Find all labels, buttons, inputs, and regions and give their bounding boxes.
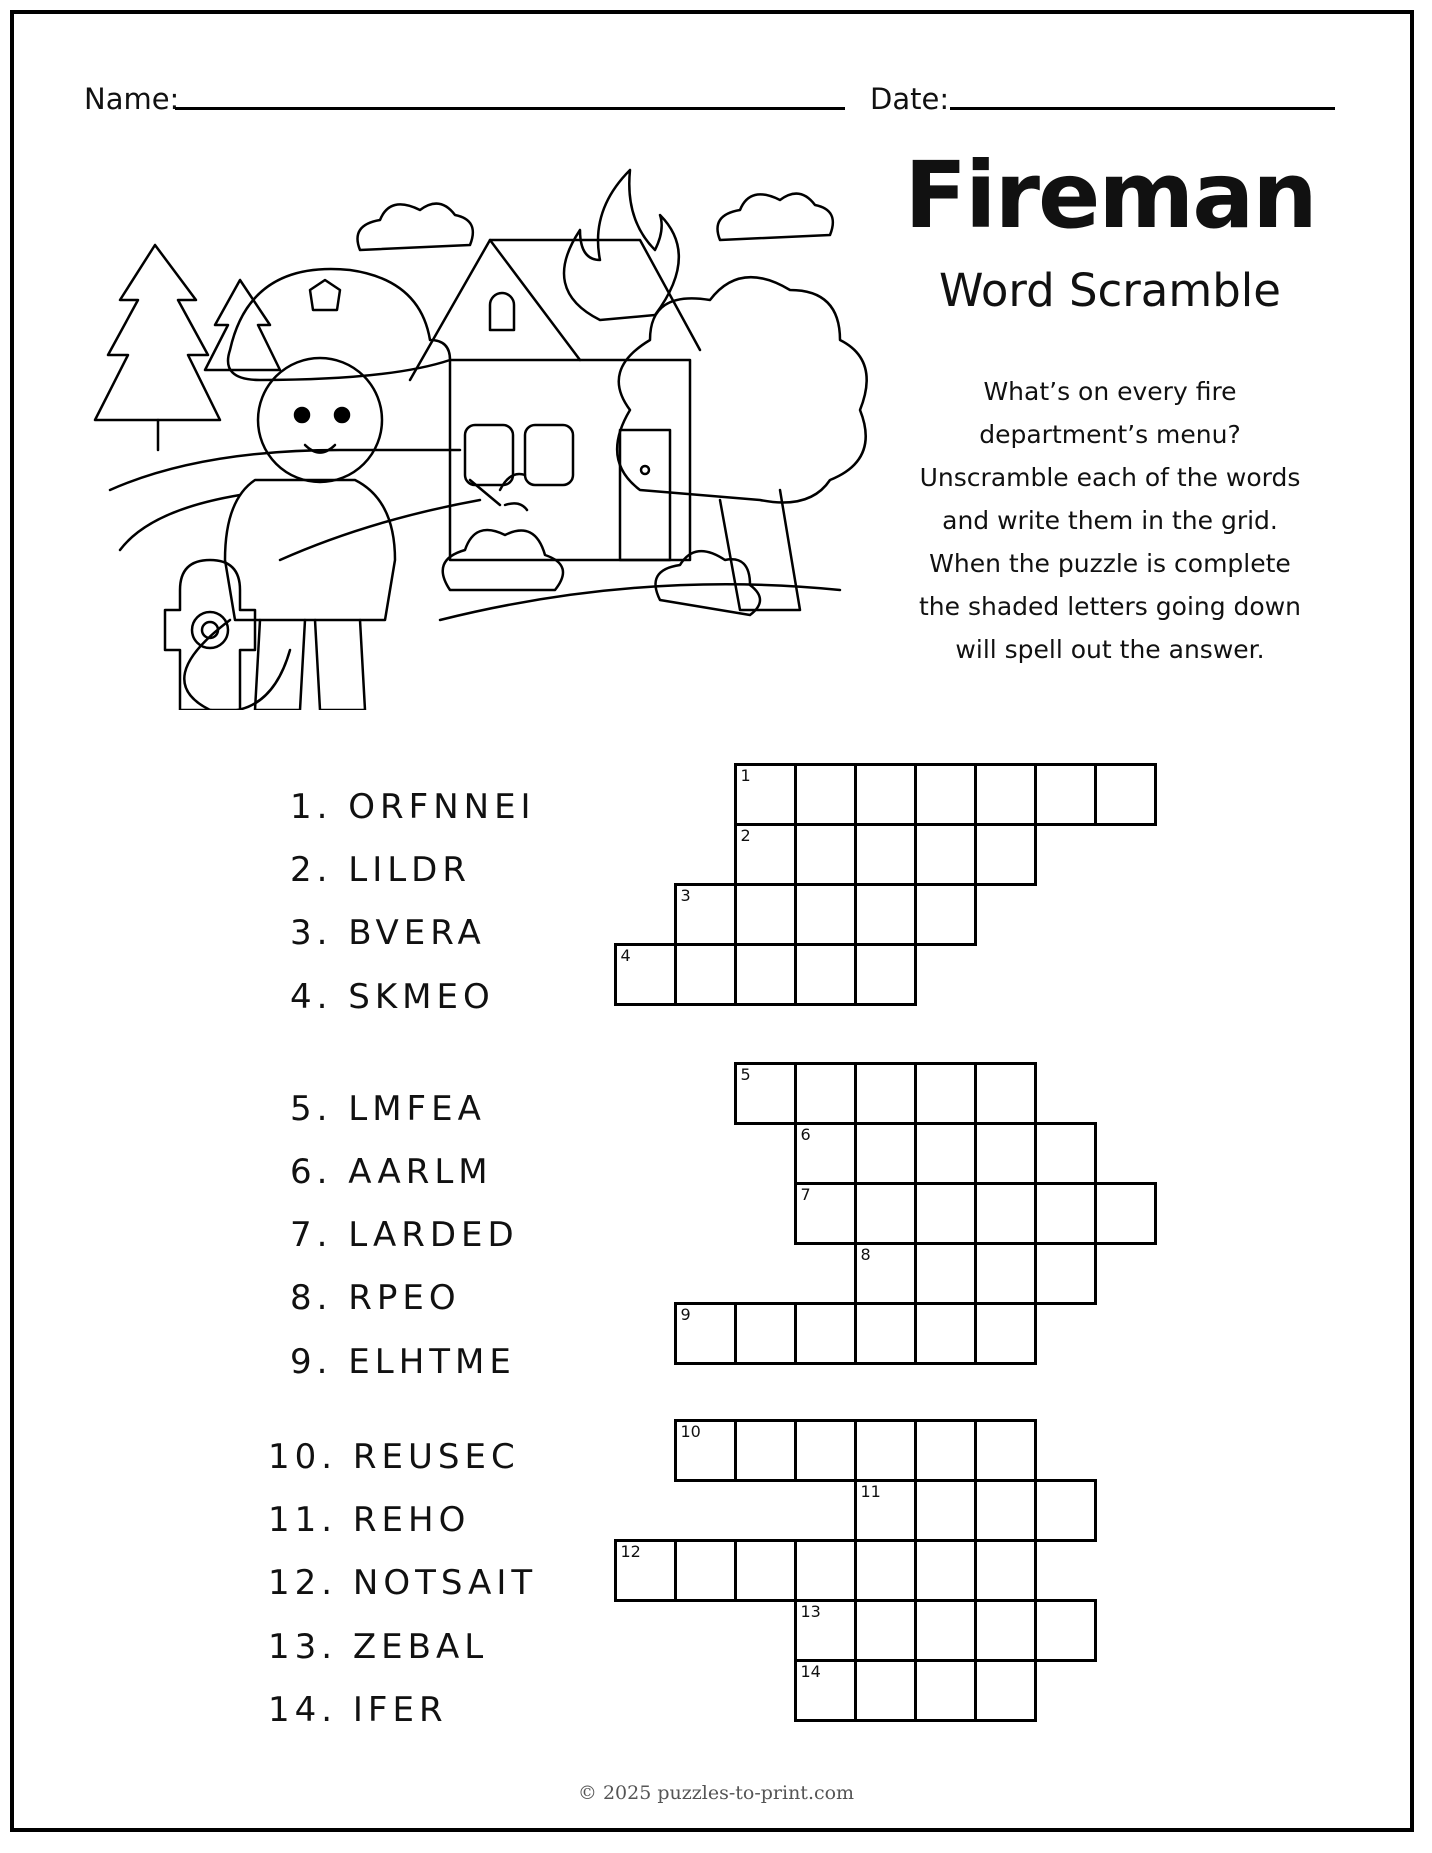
pine-tree (205, 280, 280, 370)
answer-cell[interactable] (794, 1539, 857, 1602)
scrambled-word: RPEO (348, 1278, 461, 1318)
hydrant-valve (192, 612, 228, 648)
answer-cell[interactable] (794, 1419, 857, 1482)
answer-cell[interactable] (914, 763, 977, 826)
clue-item (290, 787, 536, 827)
answer-cell[interactable] (794, 1302, 857, 1365)
pine-tree (95, 245, 220, 420)
answer-cell[interactable] (914, 1539, 977, 1602)
tree-trunk (720, 490, 800, 610)
answer-cell[interactable] (674, 1539, 737, 1602)
clue-number: 10. (268, 1437, 338, 1477)
eye (295, 408, 309, 422)
page-title: Fireman (904, 142, 1316, 249)
answer-cell[interactable] (974, 1659, 1037, 1722)
answer-cell[interactable] (734, 1302, 797, 1365)
clue-number: 11. (268, 1500, 338, 1540)
answer-cell[interactable] (974, 763, 1037, 826)
house-window-arch (490, 293, 514, 330)
answer-cell[interactable] (914, 1659, 977, 1722)
clue-item (290, 850, 471, 890)
instruction-line: When the puzzle is complete (929, 549, 1291, 578)
answer-cell[interactable] (914, 823, 977, 886)
clue-number: 2. (290, 850, 333, 890)
answer-cell[interactable] (854, 1599, 917, 1662)
scrambled-word: SKMEO (348, 977, 495, 1017)
clue-item (290, 977, 495, 1017)
cell-number: 1 (740, 765, 751, 785)
ground-path (120, 495, 240, 550)
clue-item (268, 1437, 520, 1477)
answer-cell[interactable] (734, 763, 797, 826)
clue-item (268, 1690, 448, 1730)
answer-cell[interactable] (974, 1539, 1037, 1602)
clue-number: 4. (290, 977, 333, 1017)
answer-cell[interactable] (614, 943, 677, 1006)
answer-cell[interactable] (854, 1302, 917, 1365)
house-door (620, 430, 670, 560)
door-knob (641, 466, 649, 474)
firefighter-legs (255, 620, 365, 710)
eye (335, 408, 349, 422)
answer-cell[interactable] (974, 823, 1037, 886)
firefighter-illustration (80, 150, 920, 710)
name-field[interactable] (175, 107, 845, 110)
answer-cell[interactable] (794, 1122, 857, 1185)
answer-cell[interactable] (974, 1182, 1037, 1245)
cell-number: 13 (800, 1601, 821, 1621)
answer-cell[interactable] (914, 1242, 977, 1305)
scrambled-word: IFER (352, 1690, 448, 1730)
cell-number: 7 (800, 1184, 811, 1204)
clue-item (290, 1278, 461, 1318)
instruction-line: and write them in the grid. (942, 506, 1278, 535)
firefighter-body (225, 480, 395, 620)
cell-number: 14 (800, 1661, 821, 1681)
answer-cell[interactable] (914, 1599, 977, 1662)
cell-number: 2 (740, 825, 751, 845)
bush-tree (617, 277, 867, 502)
cloud (358, 204, 473, 250)
scrambled-word: AARLM (348, 1152, 493, 1192)
clue-item (290, 1215, 519, 1255)
answer-cell[interactable] (614, 1539, 677, 1602)
answer-cell[interactable] (794, 883, 857, 946)
clue-number: 12. (268, 1563, 338, 1603)
answer-cell[interactable] (974, 1122, 1037, 1185)
clue-item (268, 1500, 471, 1540)
answer-cell[interactable] (734, 943, 797, 1006)
name-label: Name: (84, 82, 180, 116)
instruction-line: will spell out the answer. (955, 635, 1265, 664)
answer-cell[interactable] (854, 1122, 917, 1185)
answer-cell[interactable] (794, 1182, 857, 1245)
answer-cell[interactable] (674, 943, 737, 1006)
answer-cell[interactable] (854, 1419, 917, 1482)
answer-cell[interactable] (734, 1062, 797, 1125)
scrambled-word: ELHTME (348, 1342, 516, 1382)
clue-item (290, 1342, 516, 1382)
house-window (465, 425, 513, 485)
scrambled-word: LMFEA (348, 1089, 486, 1129)
answer-cell[interactable] (974, 1062, 1037, 1125)
cell-number: 9 (680, 1304, 691, 1324)
date-field[interactable] (950, 107, 1335, 110)
scrambled-word: REHO (352, 1500, 471, 1540)
answer-cell[interactable] (854, 883, 917, 946)
cloud (718, 194, 833, 240)
instruction-line: What’s on every fire (983, 377, 1237, 406)
clue-number: 1. (290, 787, 333, 827)
scrambled-word: REUSEC (352, 1437, 520, 1477)
answer-cell[interactable] (674, 883, 737, 946)
answer-cell[interactable] (674, 1302, 737, 1365)
answer-cell[interactable] (674, 1419, 737, 1482)
answer-cell[interactable] (794, 1062, 857, 1125)
answer-cell[interactable] (734, 1539, 797, 1602)
clue-item (268, 1563, 538, 1603)
answer-cell[interactable] (734, 883, 797, 946)
cell-number: 3 (680, 885, 691, 905)
scrambled-word: NOTSAIT (352, 1563, 538, 1603)
clue-number: 13. (268, 1627, 338, 1667)
answer-cell[interactable] (974, 1302, 1037, 1365)
answer-cell[interactable] (1034, 1599, 1097, 1662)
water-spray (500, 474, 527, 510)
answer-cell[interactable] (734, 1419, 797, 1482)
scrambled-word: BVERA (348, 913, 486, 953)
answer-cell[interactable] (1034, 1479, 1097, 1542)
clue-item (268, 1627, 489, 1667)
clue-number: 8. (290, 1278, 333, 1318)
answer-cell[interactable] (854, 1539, 917, 1602)
scrambled-word: ZEBAL (352, 1627, 489, 1667)
instructions (915, 370, 1305, 671)
answer-cell[interactable] (914, 1122, 977, 1185)
answer-cell[interactable] (1034, 763, 1097, 826)
clue-number: 6. (290, 1152, 333, 1192)
answer-cell[interactable] (794, 763, 857, 826)
scrambled-word: ORFNNEI (348, 787, 536, 827)
clue-item (290, 1089, 486, 1129)
clue-number: 3. (290, 913, 333, 953)
clue-number: 7. (290, 1215, 333, 1255)
cell-number: 10 (680, 1421, 701, 1441)
answer-cell[interactable] (854, 1659, 917, 1722)
scrambled-word: LARDED (348, 1215, 519, 1255)
answer-cell[interactable] (854, 1242, 917, 1305)
date-label: Date: (870, 82, 950, 116)
scrambled-word: LILDR (348, 850, 471, 890)
instruction-line: the shaded letters going down (918, 592, 1302, 621)
answer-cell[interactable] (1034, 1182, 1097, 1245)
answer-cell[interactable] (854, 943, 917, 1006)
fire-flame (564, 170, 679, 320)
answer-cell[interactable] (914, 1062, 977, 1125)
clue-number: 14. (268, 1690, 338, 1730)
answer-cell[interactable] (854, 1479, 917, 1542)
cell-number: 12 (620, 1541, 641, 1561)
clue-item (290, 913, 486, 953)
answer-cell[interactable] (1094, 1182, 1157, 1245)
answer-cell[interactable] (914, 883, 977, 946)
copyright-footer: © 2025 puzzles-to-print.com (577, 1782, 855, 1804)
cell-number: 4 (620, 945, 631, 965)
answer-cell[interactable] (794, 1659, 857, 1722)
answer-cell[interactable] (794, 943, 857, 1006)
answer-cell[interactable] (974, 1242, 1037, 1305)
clue-number: 5. (290, 1089, 333, 1129)
answer-cell[interactable] (794, 1599, 857, 1662)
answer-cell[interactable] (974, 1479, 1037, 1542)
instruction-line: Unscramble each of the words (919, 463, 1301, 492)
answer-cell[interactable] (914, 1302, 977, 1365)
cell-number: 6 (800, 1124, 811, 1144)
answer-cell[interactable] (1094, 763, 1157, 826)
instruction-line: department’s menu? (979, 420, 1241, 449)
cell-number: 11 (860, 1481, 881, 1501)
answer-cell[interactable] (854, 1182, 917, 1245)
answer-cell[interactable] (914, 1419, 977, 1482)
face (258, 358, 382, 482)
answer-cell[interactable] (854, 763, 917, 826)
answer-cell[interactable] (1034, 1242, 1097, 1305)
answer-cell[interactable] (974, 1419, 1037, 1482)
answer-cell[interactable] (914, 1182, 977, 1245)
page-subtitle: Word Scramble (939, 264, 1281, 317)
answer-cell[interactable] (1034, 1122, 1097, 1185)
answer-cell[interactable] (854, 823, 917, 886)
cell-number: 5 (740, 1064, 751, 1084)
house-window (525, 425, 573, 485)
clue-number: 9. (290, 1342, 333, 1382)
answer-cell[interactable] (974, 1599, 1037, 1662)
cell-number: 8 (860, 1244, 871, 1264)
answer-cell[interactable] (794, 823, 857, 886)
answer-cell[interactable] (914, 1479, 977, 1542)
clue-item (290, 1152, 493, 1192)
answer-cell[interactable] (734, 823, 797, 886)
answer-cell[interactable] (854, 1062, 917, 1125)
helmet-badge (310, 280, 340, 310)
